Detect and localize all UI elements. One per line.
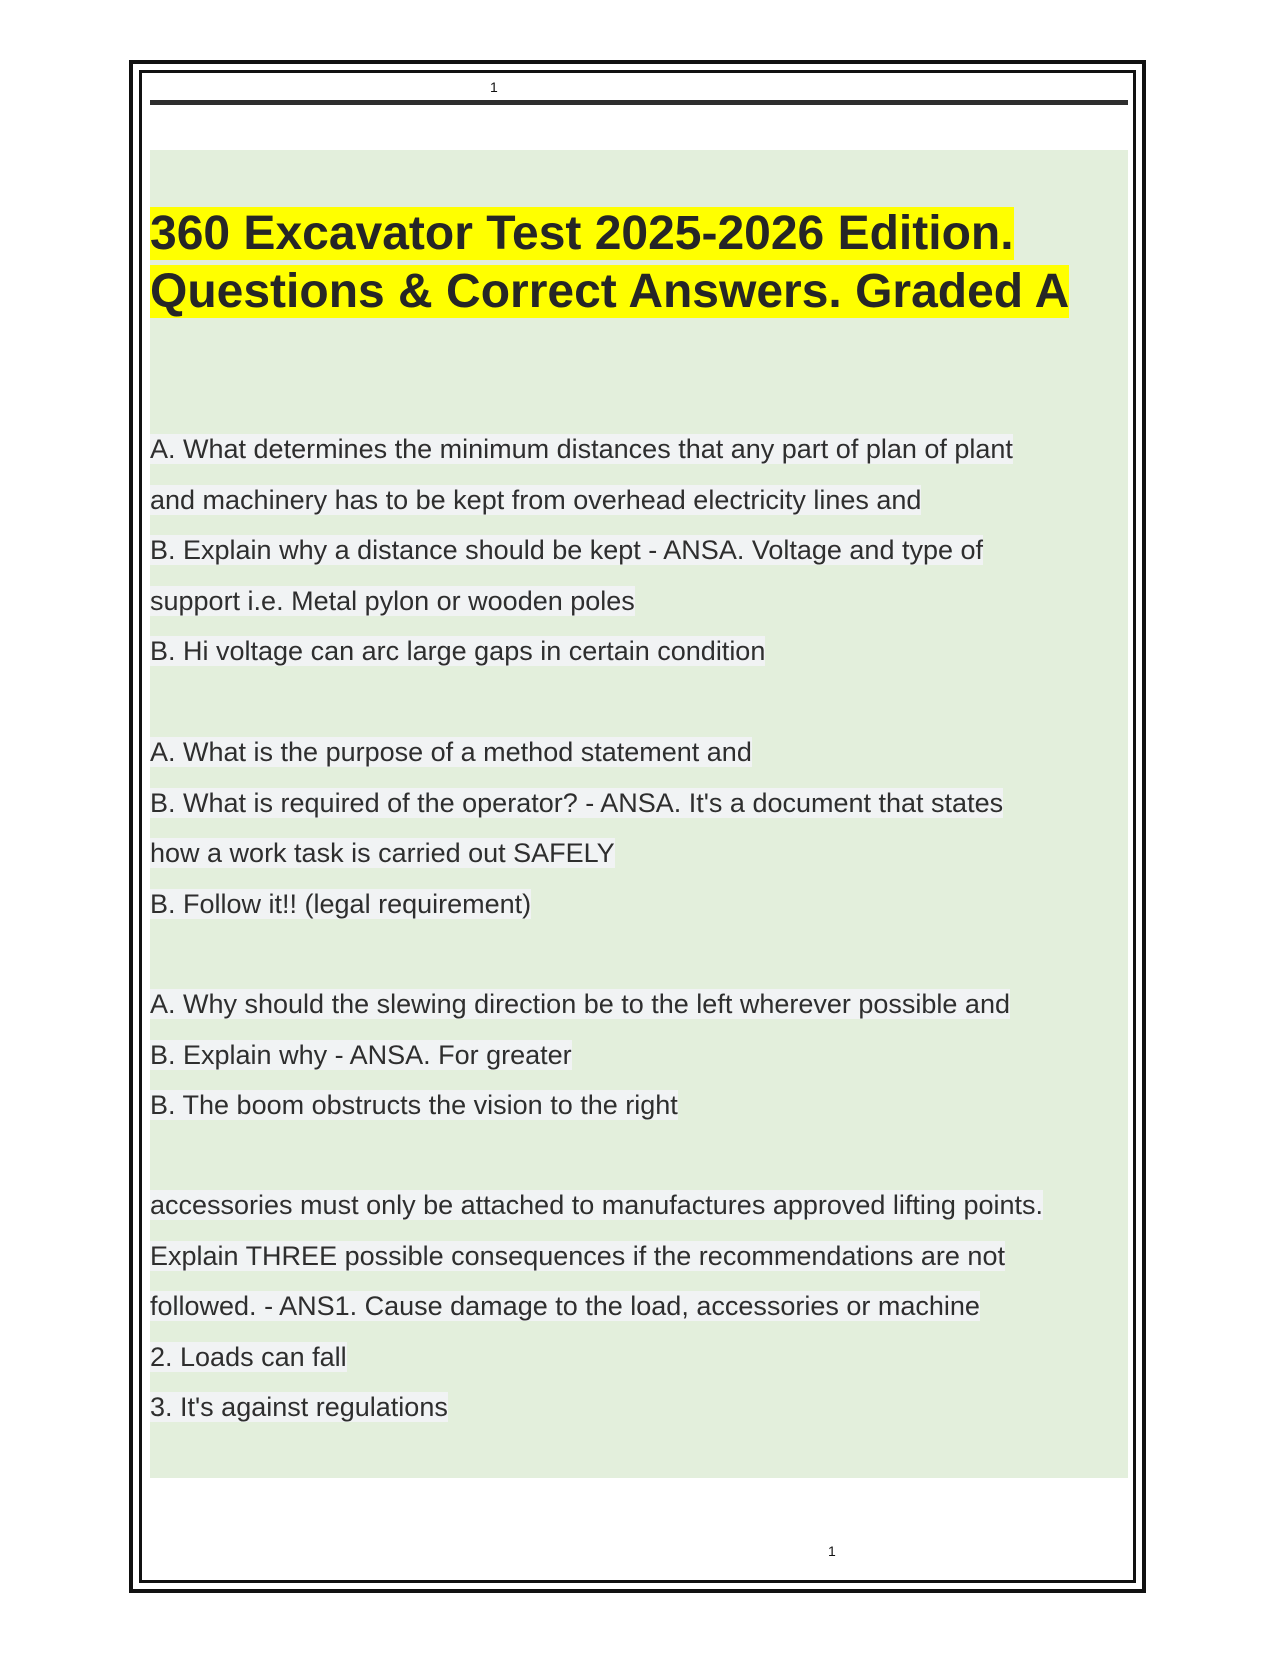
title-line-1: 360 Excavator Test 2025-2026 Edition.	[150, 207, 1014, 260]
qa-line: B. Follow it!! (legal requirement)	[150, 888, 532, 919]
qa-line: A. Why should the slewing direction be to the left wherever possible and	[150, 989, 1010, 1019]
qa-line: B. What is required of the operator? - ANSA. It's a document that states	[150, 787, 1004, 818]
header-rule	[150, 100, 1128, 105]
qa-line: support i.e. Metal pylon or wooden poles	[150, 585, 635, 616]
qa-line: A. What is the purpose of a method statement and	[150, 737, 752, 767]
header-page-number: 1	[490, 79, 498, 95]
qa-line: how a work task is carried out SAFELY	[150, 838, 615, 868]
qa-line: B. Explain why - ANSA. For greater	[150, 1039, 572, 1070]
qa-block-4	[150, 1180, 1130, 1433]
qa-block-2	[150, 727, 1130, 929]
document-title	[150, 205, 1130, 321]
qa-block-1	[150, 424, 1130, 677]
qa-line: and machinery has to be kept from overhead electricity lines and	[150, 484, 922, 515]
qa-line: followed. - ANS1. Cause damage to the load, accessories or machine	[150, 1291, 980, 1321]
qa-line: B. Hi voltage can arc large gaps in certain condition	[150, 636, 766, 666]
qa-line: A. What determines the minimum distances that any part of plan of plant	[150, 434, 1013, 464]
qa-line: Explain THREE possible consequences if the recommendations are not	[150, 1240, 1005, 1271]
qa-line: B. The boom obstructs the vision to the right	[150, 1090, 678, 1120]
qa-line: accessories must only be attached to manufactures approved lifting points.	[150, 1190, 1043, 1220]
qa-block-3	[150, 979, 1130, 1131]
qa-line: B. Explain why a distance should be kept - ANSA. Voltage and type of	[150, 535, 984, 565]
qa-line: 3. It's against regulations	[150, 1392, 448, 1422]
footer-page-number: 1	[828, 1543, 836, 1559]
title-line-2: Questions & Correct Answers. Graded A	[150, 265, 1070, 318]
qa-line: 2. Loads can fall	[150, 1341, 347, 1372]
